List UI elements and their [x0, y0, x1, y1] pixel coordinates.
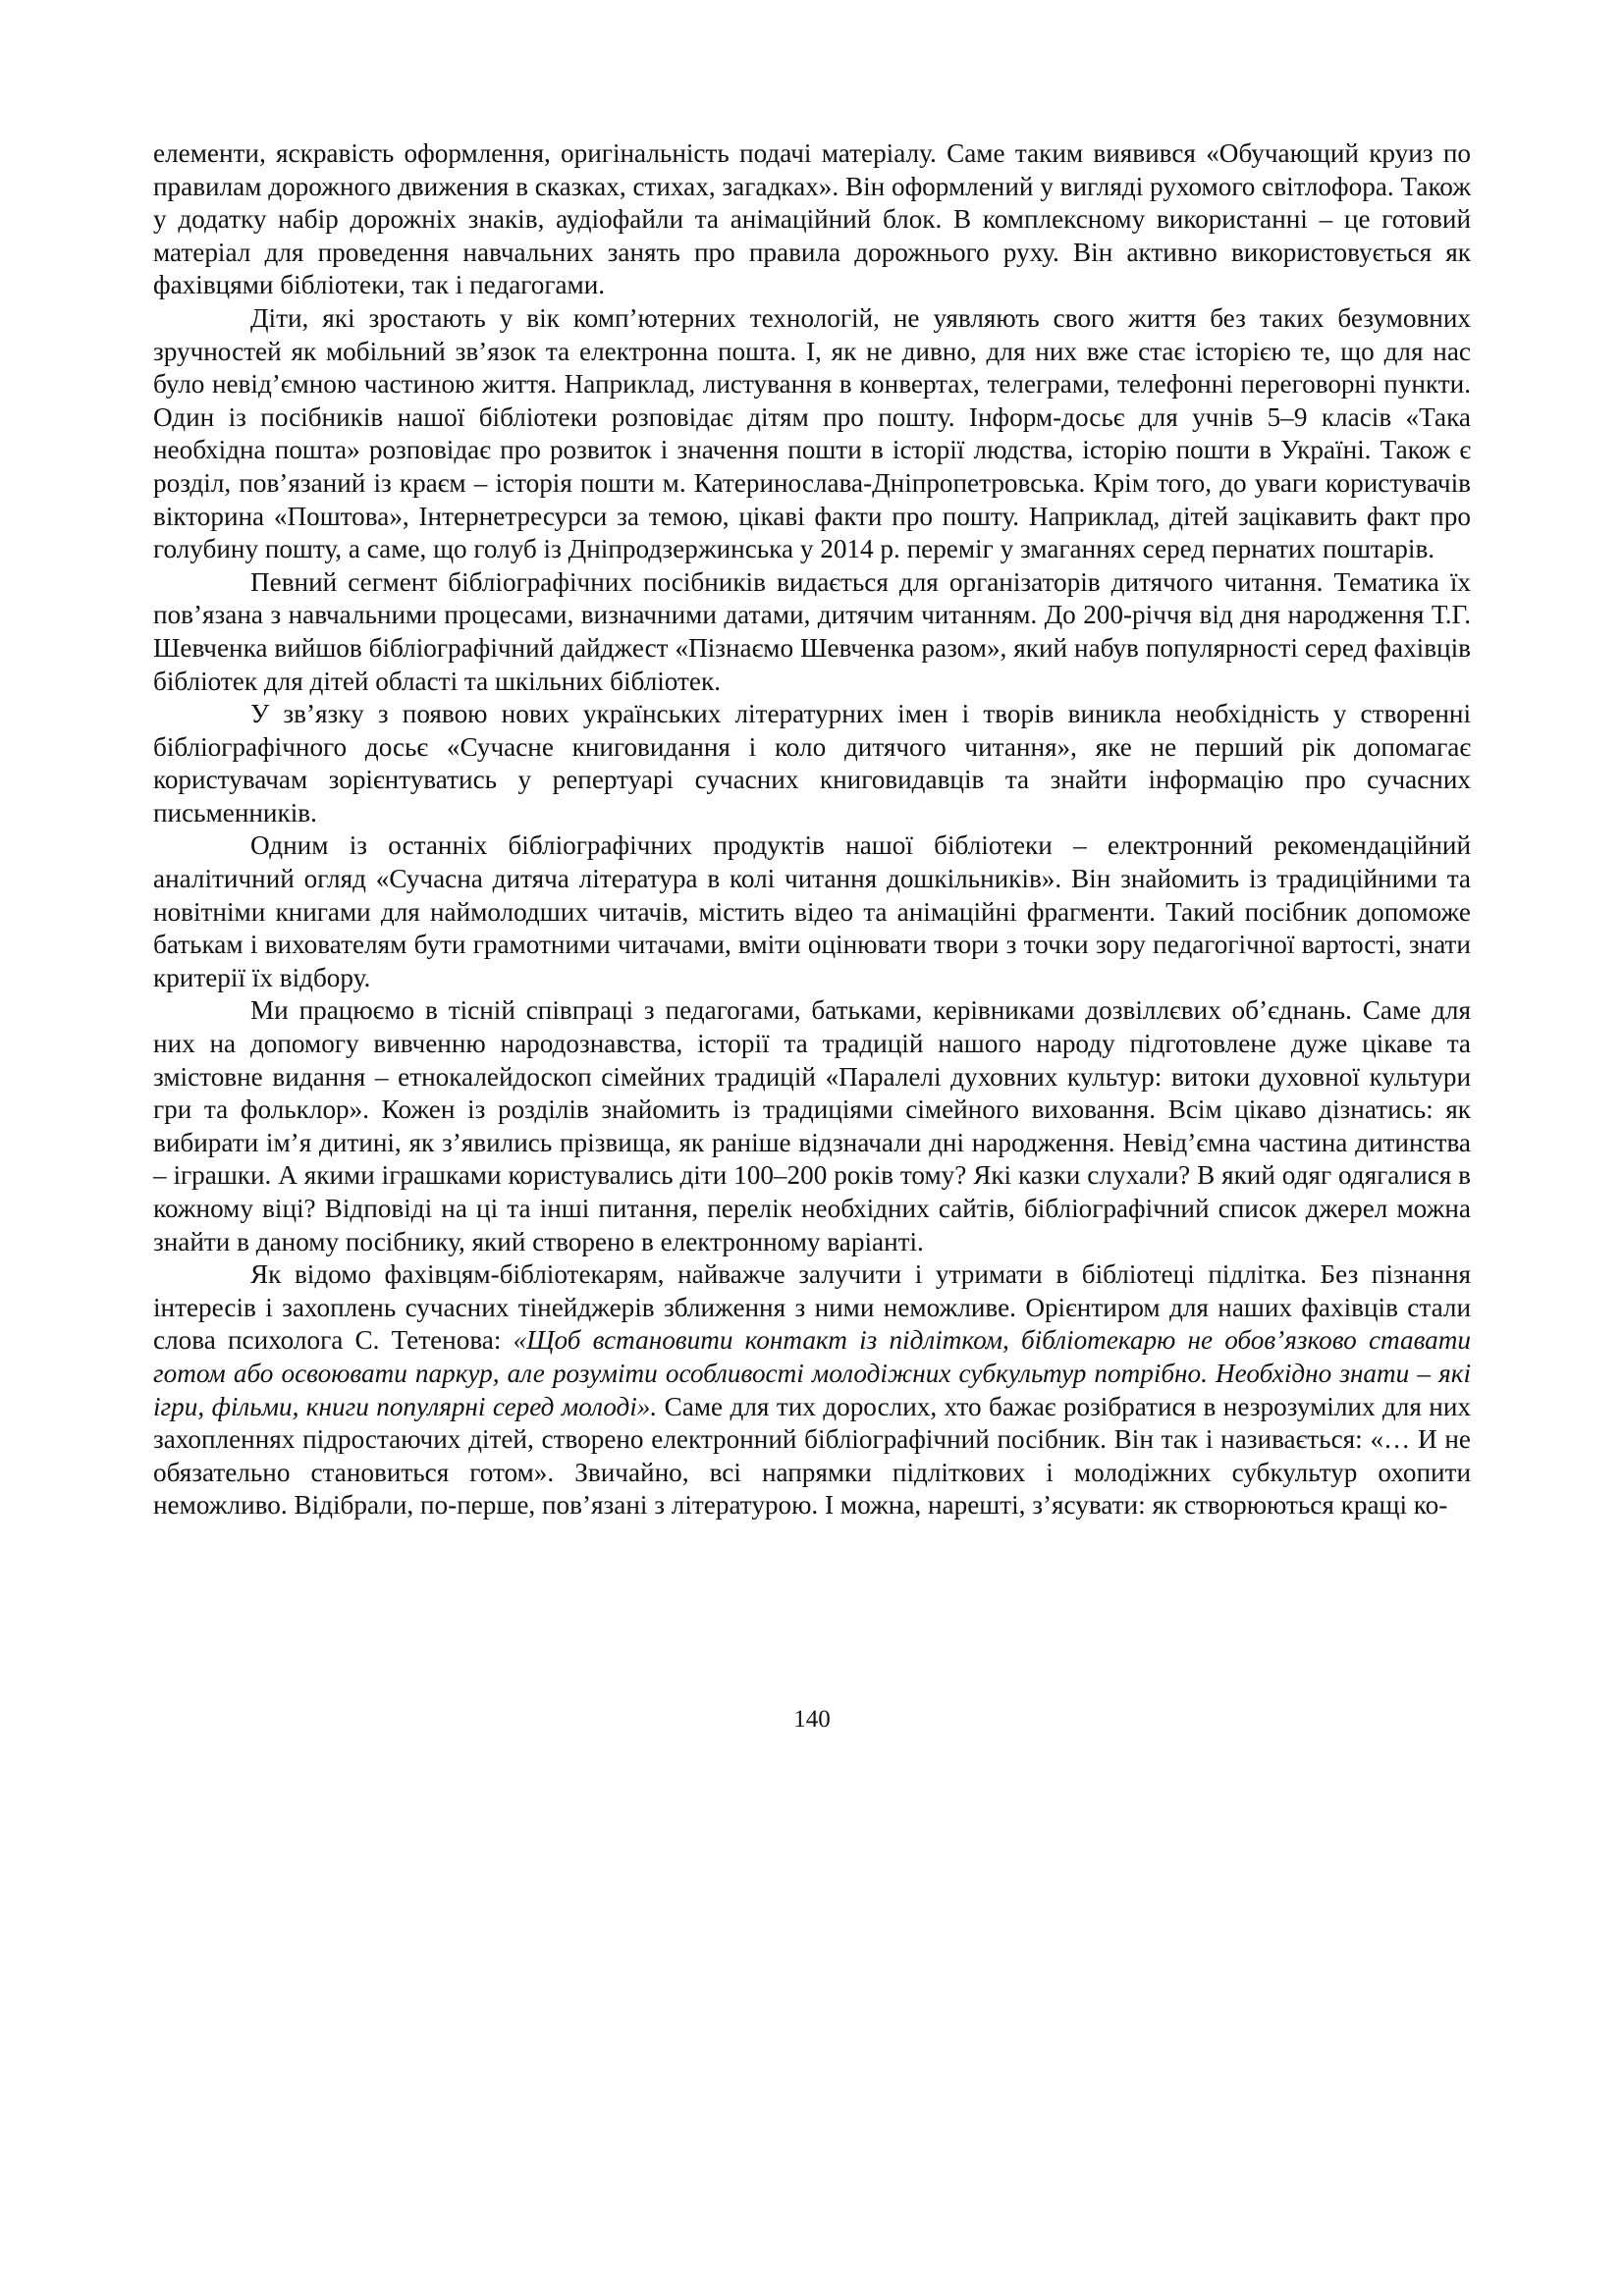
paragraph-2: Діти, які зростають у вік комп’ютерних технологій, не уявляють свого життя без таких безумовних зручностей як мобільний зв’язок та електронна пошта. І, як не дивно, для них вже стає історією те, що для нас було невід’ємною частиною життя. Наприклад, листування в конвертах, телеграми, телефонні переговорні пункти. Один із посібників нашої бібліотеки розповідає дітям про пошту. Інформ-досьє для учнів 5–9 класів «Така необхідна пошта» розповідає про розвиток і значення пошти в історії людства, історію пошти в Україні. Також є розділ, пов’язаний із краєм – історія пошти м. Катеринослава-Дніпропетровська. Крім того, до уваги користувачів вікторина «Поштова», Інтернетресурси за темою, цікаві факти про пошту. Наприклад, дітей зацікавить факт про голубину пошту, а саме, що голуб із Дніпродзержинська у 2014 р. переміг у змаганнях серед пернатих поштарів. — [153, 302, 1471, 564]
paragraph-1: елементи, яскравість оформлення, оригінальність подачі матеріалу. Саме таким виявився «Обучающий круиз по правилам дорожного движения в сказках, стихах, загадках». Він оформлений у вигляді рухомого світлофора. Також у додатку набір дорожніх знаків, аудіофайли та анімаційний блок. В комплексному використанні – це готовий матеріал для проведення навчальних занять про правила дорожнього руху. Він активно використовується як фахівцями бібліотеки, так і педагогами. — [153, 138, 1471, 300]
paragraph-7-text-before: Як відомо фахівцям-бібліотекарям, найважче залучити і утримати в бібліотеці підлітка. Без пізнання інтересів і захоплень сучасних тінейджерів зближення з ними неможливе. Орієнтиром для наших фахівців стали слова психолога С. Тетенова: — [153, 1259, 1471, 1356]
paragraph-7 — [153, 1258, 1471, 1522]
page-number: 140 — [793, 1706, 831, 1733]
paragraph-7-text-after: Саме для тих дорослих, хто бажає розібратися в незрозумілих для них захопленнях підростаючих дітей, створено електронний бібліографічний посібник. Він так і називається: «… И не обязательно становиться готом». Звичайно, всі напрямки підліткових і молодіжних субкультур охопити неможливо. Відібрали, по-перше, пов’язані з літературою. І можна, нарешті, з’ясувати: як створюються кращі ко- — [153, 1391, 1471, 1521]
paragraph-4: У зв’язку з появою нових українських літературних імен і творів виникла необхідність у створенні бібліографічного досьє «Сучасне книговидання і коло дитячого читання», яке не перший рік допомагає користувачам зорієнтуватись у репертуарі сучасних книговидавців та знайти інформацію про сучасних письменників. — [153, 699, 1471, 828]
paragraph-3: Певний сегмент бібліографічних посібників видається для організаторів дитячого читання. Тематика їх пов’язана з навчальними процесами, визначними датами, дитячим читанням. До 200-річчя від дня народження Т.Г. Шевченка вийшов бібліографічний дайджест «Пізнаємо Шевченка разом», який набув популярності серед фахівців бібліотек для дітей області та шкільних бібліотек. — [153, 566, 1471, 696]
paragraph-7-quote: «Щоб встановити контакт із підлітком, бібліотекарю не обов’язково ставати готом або освоювати паркур, але розуміти особливості молодіжних субкультур потрібно. Необхідно знати – які ігри, фільми, книги популярні серед молоді». — [153, 1325, 1472, 1421]
paragraph-6: Ми працюємо в тісній співпраці з педагогами, батьками, керівниками дозвіллєвих об’єднань. Саме для них на допомогу вивченню народознавства, історії та традицій нашого народу підготовлене дуже цікаве та змістовне видання – етнокалейдоскоп сімейних традицій «Паралелі духовних культур: витоки духовної культури гри та фольклор». Кожен із розділів знайомить із традиціями сімейного виховання. Всім цікаво дізнатись: як вибирати ім’я дитині, як з’явились прізвища, як раніше відзначали дні народження. Невід’ємна частина дитинства – іграшки. А якими іграшками користувались діти 100–200 років тому? Які казки слухали? В який одяг одягалися в кожному віці? Відповіді на ці та інші питання, перелік необхідних сайтів, бібліографічний список джерел можна знайти в даному посібнику, який створено в електронному варіанті. — [153, 995, 1471, 1256]
paragraph-5: Одним із останніх бібліографічних продуктів нашої бібліотеки – електронний рекомендаційний аналітичний огляд «Сучасна дитяча література в колі читання дошкільників». Він знайомить із традиційними та новітніми книгами для наймолодших читачів, містить відео та анімаційні фрагменти. Такий посібник допоможе батькам і вихователям бути грамотними читачами, вміти оцінювати твори з точки зору педагогічної вартості, знати критерії їх відбору. — [153, 830, 1471, 992]
page-body — [153, 137, 1471, 1522]
